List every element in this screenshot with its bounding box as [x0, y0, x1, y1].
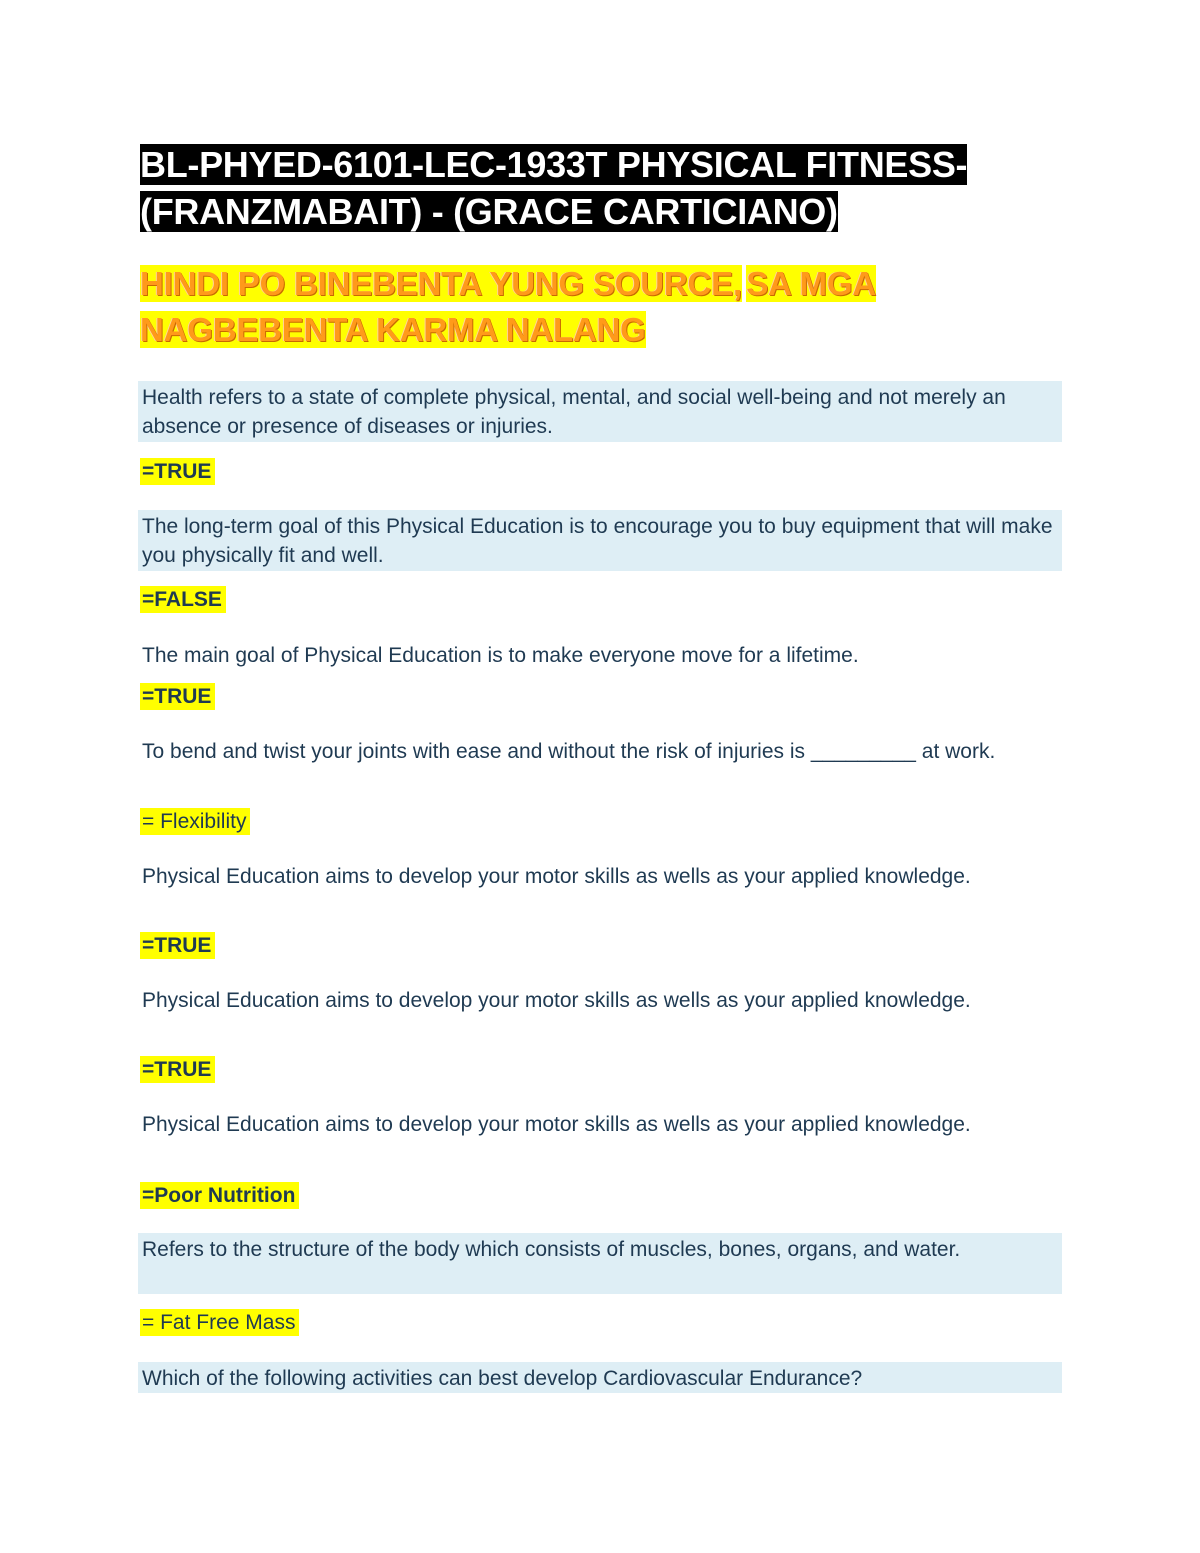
- title-line-1: BL-PHYED-6101-LEC-1933T PHYSICAL FITNESS-: [140, 144, 968, 185]
- banner-line-1a: HINDI PO BINEBENTA YUNG SOURCE,: [140, 265, 742, 302]
- question-text: Health refers to a state of complete physical, mental, and social well-being and not merely an absence or presence of diseases or injuries.: [138, 381, 1062, 442]
- question-text: The long-term goal of this Physical Education is to encourage you to buy equipment that will make you physically fit and well.: [138, 510, 1062, 571]
- qa-item: [138, 639, 1062, 672]
- answer-highlight: =TRUE: [140, 683, 215, 710]
- qa-item: [138, 1233, 1062, 1294]
- question-text: Physical Education aims to develop your motor skills as wells as your applied knowledge.: [142, 989, 971, 1012]
- qa-item: [138, 510, 1062, 571]
- answer-text: [140, 807, 250, 836]
- banner-line-2: NAGBEBENTA KARMA NALANG: [140, 311, 646, 348]
- answer-highlight: =FALSE: [140, 586, 226, 613]
- answer-text: [140, 931, 215, 960]
- answer-text: [140, 1308, 299, 1337]
- answer-text: [140, 457, 215, 486]
- answer-text: [140, 1055, 215, 1084]
- qa-item: [138, 1109, 1062, 1140]
- question-text: Physical Education aims to develop your motor skills as wells as your applied knowledge.: [142, 865, 971, 888]
- answer-text: [140, 1181, 299, 1210]
- question-text: The main goal of Physical Education is to make everyone move for a lifetime.: [142, 644, 859, 667]
- qa-item: [138, 861, 1062, 892]
- answer-highlight: = Fat Free Mass: [140, 1309, 299, 1336]
- qa-item: [138, 736, 1062, 767]
- warning-banner: [140, 261, 1060, 353]
- banner-line-1b: SA MGA: [746, 265, 876, 302]
- question-text: Refers to the structure of the body which consists of muscles, bones, organs, and water.: [138, 1233, 1062, 1294]
- answer-text: [140, 682, 215, 711]
- answer-highlight: =TRUE: [140, 932, 215, 959]
- answer-highlight: = Flexibility: [140, 808, 250, 835]
- question-text: To bend and twist your joints with ease and without the risk of injuries is _________ at work.: [142, 740, 996, 763]
- document-title: [140, 141, 1060, 235]
- title-line-2: (FRANZMABAIT) - (GRACE CARTICIANO): [140, 191, 838, 232]
- qa-item: [138, 381, 1062, 442]
- question-text: Which of the following activities can best develop Cardiovascular Endurance?: [138, 1362, 1062, 1393]
- answer-highlight: =TRUE: [140, 458, 215, 485]
- qa-item: [138, 1362, 1062, 1393]
- answer-text: [140, 585, 226, 614]
- qa-item: [138, 985, 1062, 1016]
- question-text: Physical Education aims to develop your motor skills as wells as your applied knowledge.: [142, 1113, 971, 1136]
- answer-highlight: =Poor Nutrition: [140, 1182, 299, 1209]
- answer-highlight: =TRUE: [140, 1056, 215, 1083]
